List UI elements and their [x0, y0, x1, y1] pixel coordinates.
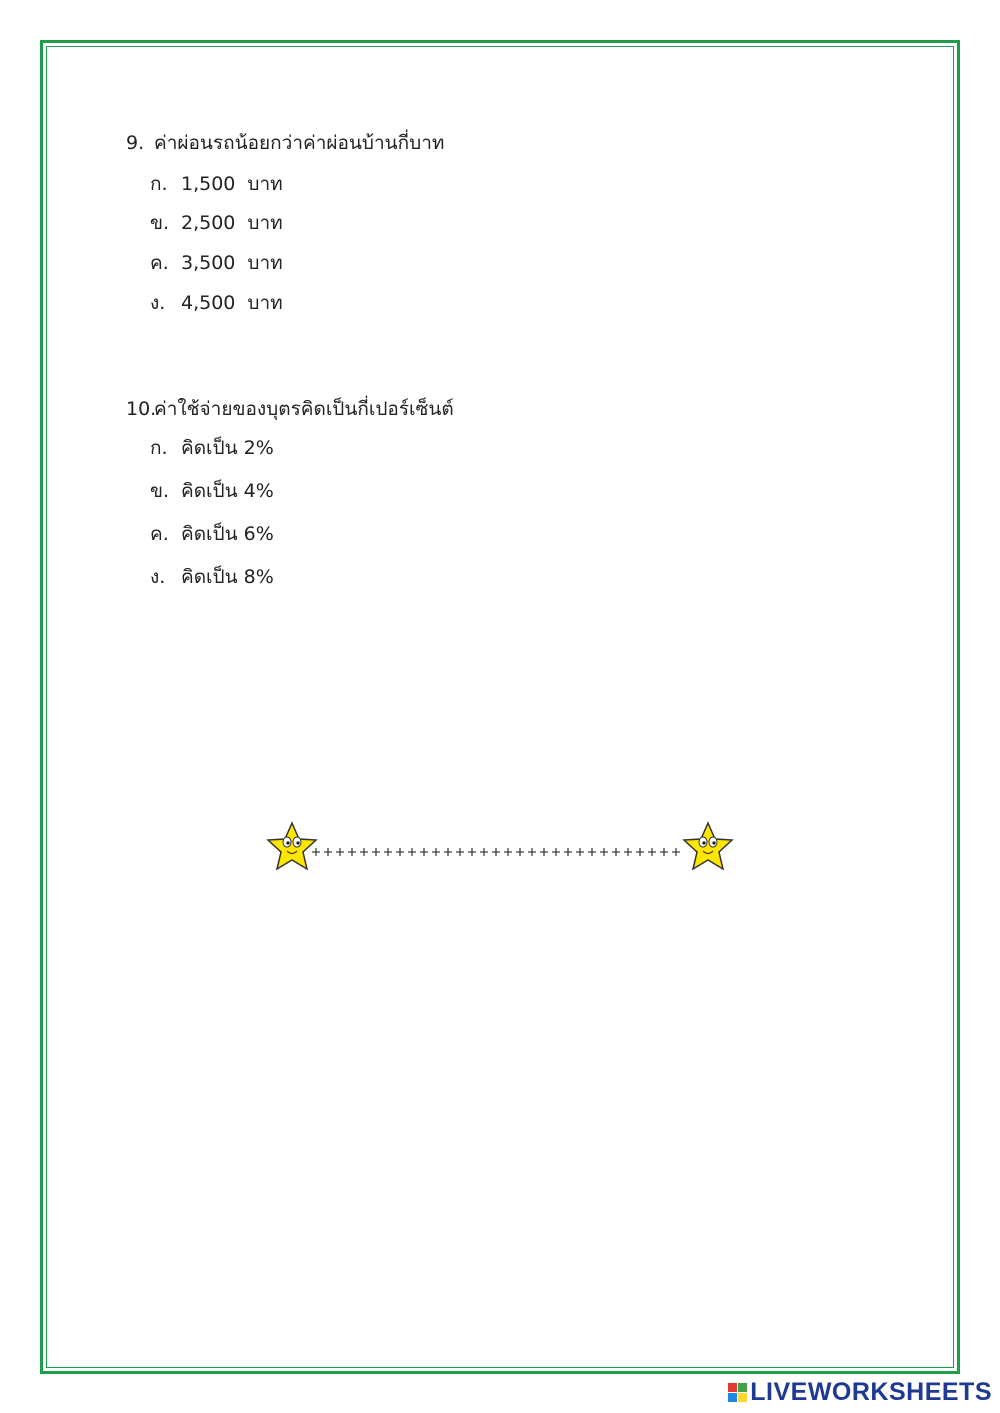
option-value: 3,500: [181, 252, 236, 274]
option-10a[interactable]: [150, 433, 274, 463]
star-left-icon: [268, 823, 316, 869]
option-value: คิดเป็น 6%: [181, 523, 274, 545]
option-unit: บาท: [247, 212, 283, 234]
option-letter: ข.: [150, 480, 170, 502]
option-letter: ข.: [150, 212, 170, 234]
star-divider: [264, 820, 736, 882]
option-letter: ง.: [150, 292, 166, 314]
question-text: ค่าใช้จ่ายของบุตรคิดเป็นกี่เปอร์เซ็นต์: [154, 398, 454, 420]
brand-text: LIVEWORKSHEETS: [750, 1378, 992, 1406]
option-10b[interactable]: [150, 476, 274, 506]
question-text: ค่าผ่อนรถน้อยกว่าค่าผ่อนบ้านกี่บาท: [154, 132, 445, 154]
option-letter: ก.: [150, 173, 168, 195]
option-letter: ค.: [150, 523, 169, 545]
option-unit: บาท: [247, 292, 283, 314]
option-value: คิดเป็น 8%: [181, 566, 274, 588]
question-number: 10.: [126, 398, 157, 420]
option-10c[interactable]: [150, 519, 274, 549]
option-value: 1,500: [181, 173, 236, 195]
option-letter: ก.: [150, 437, 168, 459]
question-9: [126, 128, 444, 158]
question-number: 9.: [126, 132, 145, 154]
option-9c[interactable]: [150, 248, 283, 278]
option-9b[interactable]: [150, 208, 283, 238]
option-value: 4,500: [181, 292, 236, 314]
option-9a[interactable]: [150, 169, 283, 199]
page-border-inner: [46, 46, 954, 1368]
option-unit: บาท: [247, 252, 283, 274]
option-value: 2,500: [181, 212, 236, 234]
question-10: [126, 394, 454, 424]
brand-logo-icon: [728, 1383, 747, 1402]
option-value: คิดเป็น 4%: [181, 480, 274, 502]
plus-line: [312, 848, 680, 856]
option-value: คิดเป็น 2%: [181, 437, 274, 459]
star-right-icon: [684, 823, 732, 869]
liveworksheets-logo: [728, 1378, 992, 1407]
option-letter: ค.: [150, 252, 169, 274]
option-10d[interactable]: [150, 562, 274, 592]
option-letter: ง.: [150, 566, 166, 588]
option-9d[interactable]: [150, 288, 283, 318]
option-unit: บาท: [247, 173, 283, 195]
